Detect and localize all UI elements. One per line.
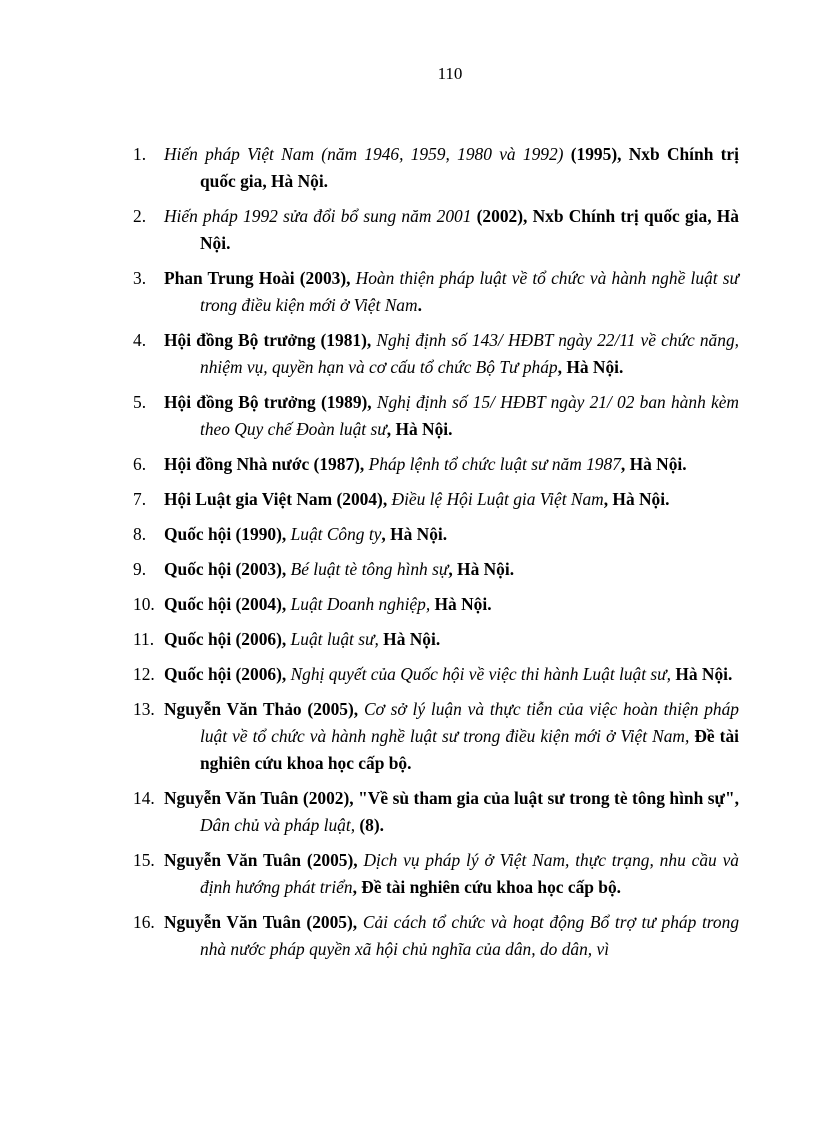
- reference-number: 7.: [133, 489, 147, 509]
- reference-author: Phan Trung Hoài (2003),: [164, 268, 356, 288]
- reference-author: Nguyễn Văn Thảo (2005),: [164, 699, 364, 719]
- reference-number: 5.: [133, 392, 147, 412]
- reference-details: .: [417, 295, 422, 315]
- reference-title: Nghị quyết của Quốc hội về việc thi hành Luật luật sư,: [290, 664, 671, 684]
- reference-item: [133, 521, 739, 548]
- reference-title: Hoàn thiện pháp luật về tổ chức và hành nghề luật sư trong điều kiện mới ở Việt Nam: [200, 268, 739, 315]
- reference-item: [133, 661, 739, 688]
- reference-title: Cơ sở lý luận và thực tiễn của việc hoàn thiện pháp luật về tổ chức và hành nghề luật sư trong điều kiện mới ở Việt Nam,: [200, 699, 739, 746]
- reference-item: [133, 327, 739, 381]
- reference-number: 11.: [133, 629, 155, 649]
- reference-number: 15.: [133, 850, 155, 870]
- reference-details: Hà Nội.: [430, 594, 492, 614]
- reference-item: [133, 265, 739, 319]
- reference-item: [133, 591, 739, 618]
- reference-title: Bé luật tè tông hình sự: [290, 559, 449, 579]
- reference-number: 14.: [133, 788, 155, 808]
- reference-item: [133, 626, 739, 653]
- reference-details: (1995), Nxb Chính trị quốc gia, Hà Nội.: [200, 144, 739, 191]
- reference-details: , Hà Nội.: [620, 454, 687, 474]
- reference-title: Nghị định số 143/ HĐBT ngày 22/11 về chức năng, nhiệm vụ, quyền hạn và cơ cấu tổ chức Bộ Tư pháp: [200, 330, 739, 377]
- reference-number: 10.: [133, 594, 155, 614]
- reference-item: [133, 203, 739, 257]
- reference-number: 4.: [133, 330, 147, 350]
- reference-item: [133, 785, 739, 839]
- reference-title: Nghị định số 15/ HĐBT ngày 21/ 02 ban hành kèm theo Quy chế Đoàn luật sư: [200, 392, 739, 439]
- reference-author: Quốc hội (2004),: [164, 594, 291, 614]
- reference-title: Luật Doanh nghiệp,: [290, 594, 431, 614]
- reference-details: (8).: [355, 815, 385, 835]
- reference-details: Hà Nội.: [378, 629, 441, 649]
- reference-item: [133, 847, 739, 901]
- reference-details: (2002), Nxb Chính trị quốc gia, Hà Nội.: [200, 206, 739, 253]
- reference-title: Pháp lệnh tổ chức luật sư năm 1987: [368, 454, 621, 474]
- reference-author: Quốc hội (2003),: [164, 559, 291, 579]
- reference-number: 8.: [133, 524, 147, 544]
- reference-details: Hà Nội.: [671, 664, 733, 684]
- reference-author: Hội đồng Nhà nước (1987),: [164, 454, 369, 474]
- reference-details: Đề tài nghiên cứu khoa học cấp bộ.: [200, 726, 739, 773]
- reference-author: Hội đồng Bộ trưởng (1989),: [164, 392, 377, 412]
- reference-title: Luật luật sư,: [290, 629, 379, 649]
- reference-author: Nguyễn Văn Tuân (2005),: [164, 912, 363, 932]
- reference-details: , Hà Nội.: [381, 524, 448, 544]
- reference-item: [133, 909, 739, 963]
- reference-list: [133, 141, 739, 971]
- reference-title: Hiến pháp 1992 sửa đổi bổ sung năm 2001: [164, 206, 472, 226]
- reference-details: , Hà Nội.: [603, 489, 670, 509]
- reference-details: , Hà Nội.: [448, 559, 515, 579]
- reference-item: [133, 389, 739, 443]
- reference-number: 12.: [133, 664, 155, 684]
- reference-author: Hội đồng Bộ trưởng (1981),: [164, 330, 377, 350]
- reference-author: Nguyễn Văn Tuân (2002), "Về sù tham gia của luật sư trong tè tông hình sự",: [164, 788, 739, 808]
- reference-item: [133, 486, 739, 513]
- reference-title: Điều lệ Hội Luật gia Việt Nam: [391, 489, 604, 509]
- reference-item: [133, 451, 739, 478]
- reference-author: Hội Luật gia Việt Nam (2004),: [164, 489, 392, 509]
- reference-item: [133, 556, 739, 583]
- reference-title: Dân chủ và pháp luật,: [200, 815, 356, 835]
- reference-number: 6.: [133, 454, 147, 474]
- reference-details: , Hà Nội.: [557, 357, 624, 377]
- reference-title: Luật Công ty: [290, 524, 382, 544]
- reference-author: Quốc hội (1990),: [164, 524, 291, 544]
- reference-author: Nguyễn Văn Tuân (2005),: [164, 850, 364, 870]
- reference-details: , Đề tài nghiên cứu khoa học cấp bộ.: [352, 877, 622, 897]
- reference-number: 3.: [133, 268, 147, 288]
- reference-author: Quốc hội (2006),: [164, 629, 291, 649]
- reference-details: , Hà Nội.: [386, 419, 453, 439]
- reference-item: [133, 141, 739, 195]
- reference-number: 16.: [133, 912, 155, 932]
- reference-title: Hiến pháp Việt Nam (năm 1946, 1959, 1980 và 1992): [164, 144, 564, 164]
- reference-title: Cải cách tổ chức và hoạt động Bổ trợ tư pháp trong nhà nước pháp quyền xã hội chủ nghĩa của dân, do dân, vì: [200, 912, 740, 959]
- reference-author: Quốc hội (2006),: [164, 664, 291, 684]
- page-number: 110: [437, 64, 463, 83]
- reference-number: 9.: [133, 559, 147, 579]
- reference-number: 2.: [133, 206, 147, 226]
- reference-title: Dịch vụ pháp lý ở Việt Nam, thực trạng, nhu cầu và định hướng phát triển: [200, 850, 739, 897]
- reference-item: [133, 696, 739, 777]
- reference-number: 1.: [133, 144, 147, 164]
- reference-number: 13.: [133, 699, 155, 719]
